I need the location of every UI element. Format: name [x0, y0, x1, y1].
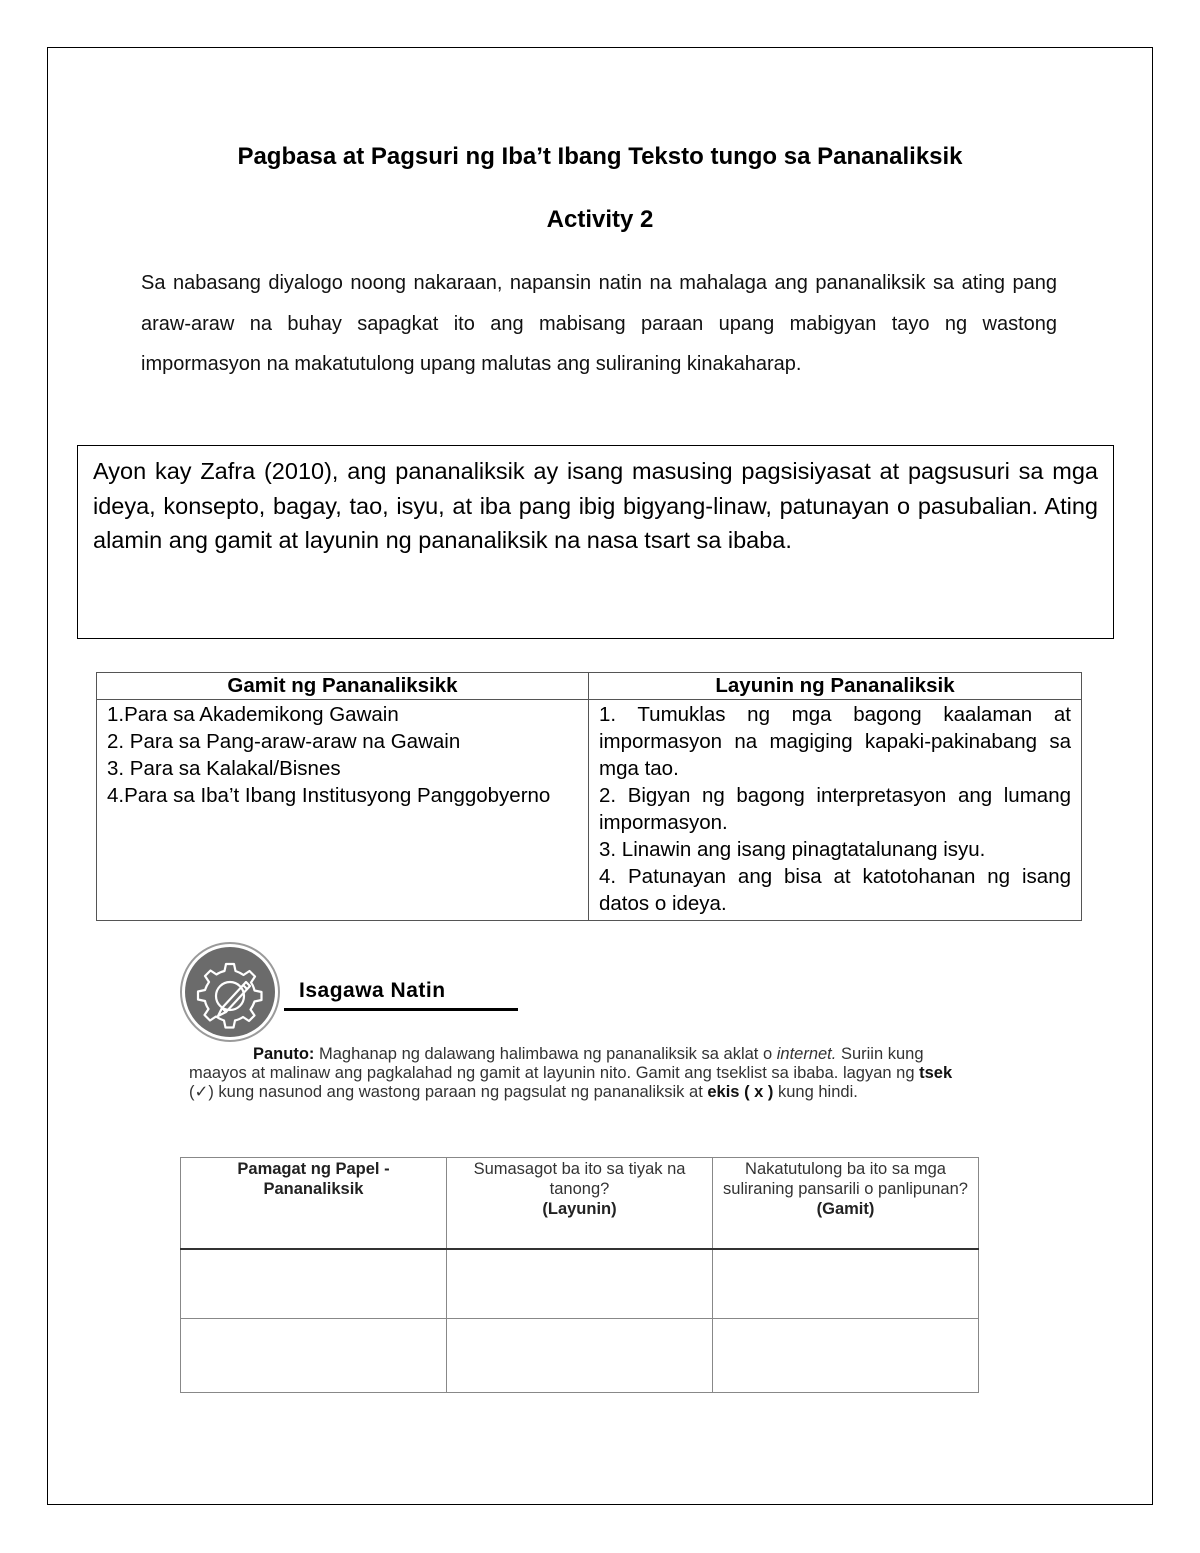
- gamit-item: 1.Para sa Akademikong Gawain: [107, 703, 399, 726]
- gamit-cell: [97, 700, 589, 921]
- activity-heading: Activity 2: [546, 206, 654, 233]
- instructions-text: Suriin kung maayos at malinaw ang pagkalahad ng gamit at layunin nito. Gamit ang tseklist sa ibaba. lagyan ng: [189, 1045, 924, 1082]
- layunin-cell: [589, 700, 1082, 921]
- definition-box: [77, 445, 1114, 639]
- answer-cell[interactable]: [181, 1319, 447, 1393]
- instructions-italic: internet.: [776, 1045, 837, 1063]
- answer-cell[interactable]: [181, 1249, 447, 1319]
- answer-cell[interactable]: [713, 1319, 979, 1393]
- answer-cell[interactable]: [447, 1319, 713, 1393]
- layunin-item: 1. Tumuklas ng mga bagong kaalaman at impormasyon na magiging kapaki-pakinabang sa mga tao.: [599, 703, 1071, 780]
- gear-pencil-icon: [180, 942, 280, 1042]
- gamit-item: 4.Para sa Iba’t Ibang Institusyong Panggobyerno: [107, 784, 551, 807]
- instructions-paragraph: [189, 1045, 969, 1102]
- intro-paragraph: Sa nabasang diyalogo noong nakaraan, napansin natin na mahalaga ang pananaliksik sa ating pang araw-araw na buhay sapagkat ito ang mabisang paraan upang mabigyan tayo ng wastong impormasyon na makatutulong upang malutas ang suliraning kinakaharap.: [141, 272, 1057, 375]
- instructions-text: Maghanap ng dalawang halimbawa ng pananaliksik sa aklat o: [314, 1045, 777, 1063]
- tsek-label: tsek: [919, 1064, 953, 1082]
- layunin-item: 3. Linawin ang isang pinagtatalunang isyu.: [599, 838, 986, 861]
- ekis-label: ekis ( x ): [707, 1083, 774, 1101]
- gamit-item: 3. Para sa Kalakal/Bisnes: [107, 757, 341, 780]
- table-row: [181, 1319, 979, 1393]
- gamit-header: Gamit ng Pananaliksikk: [97, 673, 589, 700]
- layunin-item: 2. Bigyan ng bagong interpretasyon ang lumang impormasyon.: [599, 784, 1071, 834]
- layunin-item: 4. Patunayan ang bisa at katotohanan ng isang datos o ideya.: [599, 865, 1071, 915]
- checklist-header-gamit: Nakatutulong ba ito sa mga suliraning pansarili o panlipunan? (Gamit): [713, 1158, 979, 1250]
- definition-text: Ayon kay Zafra (2010), ang pananaliksik ay isang masusing pagsisiyasat at pagsusuri sa mga ideya, konsepto, bagay, tao, isyu, at iba pang ibig bigyang-linaw, patunayan o pasubalian. Ating alamin ang gamit at layunin ng pananaliksik na nasa tsart sa ibaba.: [93, 458, 1098, 553]
- isagawa-underline: [284, 1008, 518, 1011]
- checklist-header-layunin: Sumasagot ba ito sa tiyak na tanong? (Layunin): [447, 1158, 713, 1250]
- panuto-label: Panuto:: [253, 1045, 315, 1063]
- isagawa-title: Isagawa Natin: [299, 979, 446, 1002]
- answer-cell[interactable]: [447, 1249, 713, 1319]
- answer-cell[interactable]: [713, 1249, 979, 1319]
- instructions-text: kung hindi.: [773, 1083, 858, 1101]
- table-row: [181, 1249, 979, 1319]
- gamit-item: 2. Para sa Pang-araw-araw na Gawain: [107, 730, 461, 753]
- gamit-layunin-table: [96, 672, 1082, 921]
- document-title: Pagbasa at Pagsuri ng Iba’t Ibang Teksto tungo sa Pananaliksik: [237, 143, 963, 170]
- tsek-symbol: (✓): [189, 1083, 214, 1101]
- layunin-header: Layunin ng Pananaliksik: [589, 673, 1082, 700]
- checklist-table: [180, 1157, 979, 1393]
- instructions-text: kung nasunod ang wastong paraan ng pagsulat ng pananaliksik at: [213, 1083, 708, 1101]
- checklist-header-title: Pamagat ng Papel - Pananaliksik: [181, 1158, 447, 1250]
- isagawa-section: [180, 942, 540, 1042]
